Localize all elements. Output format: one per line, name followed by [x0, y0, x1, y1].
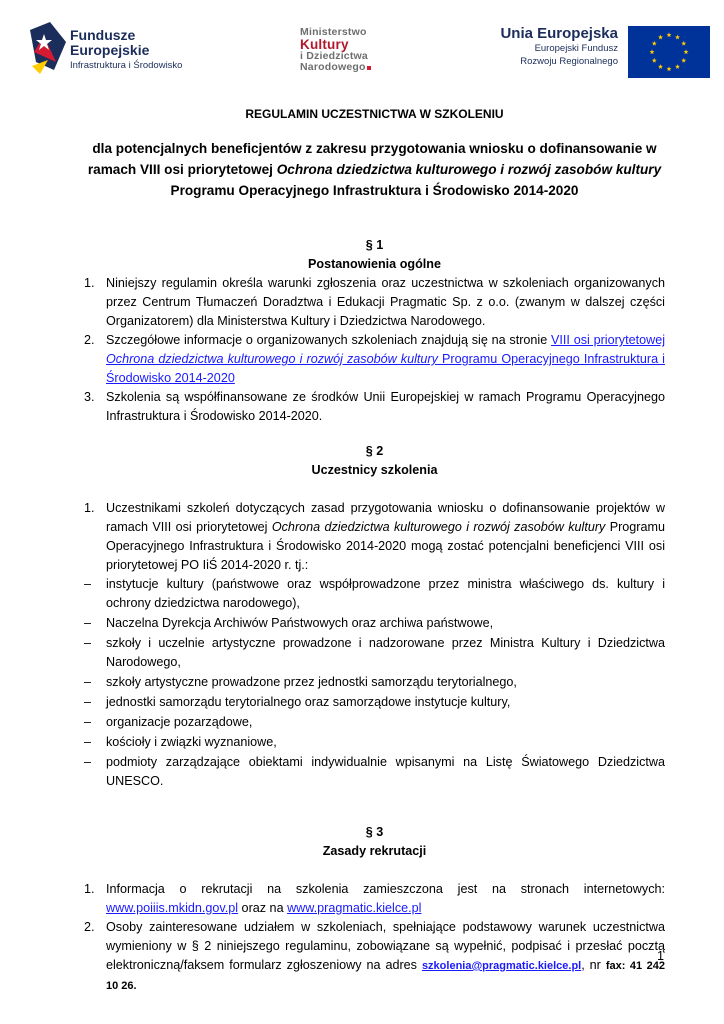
- mk-line4: Narodowego: [300, 61, 366, 73]
- link-part2: Programu Operacyjnego Infrastruktura i Środowisko 2014-2020: [106, 352, 665, 385]
- ministerstwo-kultury-logo: [300, 27, 390, 79]
- bullet-item: [84, 673, 665, 692]
- list-item: [84, 880, 665, 918]
- bullet-item: [84, 713, 665, 732]
- intro-part1: Uczestnikami szkoleń dotyczących zasad przygotowania wniosku o dofinansowanie projektów w ramach VIII osi priorytetowej: [106, 501, 665, 534]
- fe-name-line1: Fundusze: [70, 27, 136, 43]
- item-text: Informacja o rekrutacji na szkolenia zamieszczona jest na stronach internetowych:: [106, 882, 665, 896]
- ue-sub1: Europejski Fundusz: [534, 43, 618, 54]
- bullet-item: [84, 634, 665, 672]
- bullet-text: podmioty zarządzające obiektami indywidualnie wpisanymi na Listę Światowego Dziedzictwa UNESCO.: [106, 755, 665, 788]
- section-1-number: § 1: [365, 238, 384, 252]
- pragmatic-link[interactable]: www.pragmatic.kielce.pl: [287, 901, 422, 915]
- mk-line3: i Dziedzictwa: [300, 50, 368, 62]
- fundusze-europejskie-logo: [30, 22, 230, 78]
- dash-icon: –: [84, 675, 92, 689]
- dash-icon: –: [84, 577, 92, 591]
- item-number: 1.: [84, 501, 95, 515]
- subtitle-part2: Programu Operacyjnego Infrastruktura i Środowisko 2014-2020: [170, 183, 579, 198]
- fax-number: fax: 41 242 10 26.: [106, 960, 666, 992]
- bullet-text: instytucje kultury (państwowe oraz współprowadzone przez ministra właściwego ds. kultury i ochrony dziedzictwa narodowego),: [106, 577, 665, 610]
- link-part1: VIII osi priorytetowej: [551, 333, 665, 347]
- mk-dot-icon: [367, 66, 371, 70]
- intro-italic: Ochrona dziedzictwa kulturowego i rozwój zasobów kultury: [271, 520, 606, 534]
- item-middle: oraz na: [238, 901, 288, 915]
- dash-icon: –: [84, 715, 92, 729]
- section-2-name: Uczestnicy szkolenia: [311, 463, 438, 477]
- bullet-text: kościoły i związki wyznaniowe,: [106, 735, 277, 749]
- link-italic: Ochrona dziedzictwa kulturowego i rozwój zasobów kultury: [106, 352, 438, 366]
- document-subtitle: [84, 138, 665, 201]
- section-1-list: [84, 274, 665, 426]
- bullet-text: organizacje pozarządowe,: [106, 715, 253, 729]
- email-link[interactable]: szkolenia@pragmatic.kielce.pl: [421, 960, 582, 972]
- dash-icon: –: [84, 735, 92, 749]
- list-item: [84, 331, 665, 388]
- list-item: [84, 388, 665, 426]
- dash-icon: –: [84, 695, 92, 709]
- mk-line2: Kultury: [300, 37, 349, 52]
- section-3-number: § 3: [365, 825, 384, 839]
- section-3-name: Zasady rekrutacji: [322, 844, 427, 858]
- document-body: [84, 105, 665, 996]
- bullet-text: szkoły artystyczne prowadzone przez jednostki samorządu terytorialnego,: [106, 675, 517, 689]
- section-2-number: § 2: [365, 444, 384, 458]
- list-item: [84, 499, 665, 575]
- ue-title: Unia Europejska: [500, 25, 618, 42]
- bullet-item: [84, 614, 665, 633]
- bullet-item: [84, 753, 665, 791]
- item-number: 1.: [84, 882, 95, 896]
- dash-icon: –: [84, 755, 92, 769]
- subtitle-italic: Ochrona dziedzictwa kulturowego i rozwój zasobów kultury: [276, 162, 662, 177]
- intro-part2: Programu Operacyjnego Infrastruktura i Środowisko 2014-2020 mogą zostać potencjalni beneficjenci VIII osi priorytetowej PO IiŚ 2014-2020 r. tj.:: [106, 520, 665, 572]
- item-text: Szczegółowe informacje o organizowanych szkoleniach znajdują się na stronie: [106, 333, 552, 347]
- unia-europejska-logo: [488, 24, 710, 80]
- eu-flag-icon: [628, 26, 710, 78]
- subtitle-part1: dla potencjalnych beneficjentów z zakresu przygotowania wniosku o dofinansowanie w ramach VIII osi priorytetowej: [87, 141, 657, 177]
- item-number: 2.: [84, 920, 95, 934]
- section-1-name: Postanowienia ogólne: [308, 257, 441, 271]
- bullet-text: szkoły i uczelnie artystyczne prowadzone i nadzorowane przez Ministra Kultury i Dziedzictwa Narodowego,: [106, 636, 665, 669]
- item-text: Niniejszy regulamin określa warunki zgłoszenia oraz uczestnictwa w szkoleniach organizowanych przez Centrum Tłumaczeń Doradztwa i Edukacji Pragmatic Sp. z o.o. (zwanym w dalszej części Organizatorem) dla Ministerstwa Kultury i Dziedzictwa Narodowego.: [106, 276, 665, 328]
- bullet-text: Naczelna Dyrekcja Archiwów Państwowych oraz archiwa państwowe,: [106, 616, 494, 630]
- poiiis-link[interactable]: www.poiiis.mkidn.gov.pl: [106, 901, 239, 915]
- list-item: [84, 918, 665, 996]
- bullet-item: [84, 733, 665, 752]
- fe-subtitle: Infrastruktura i Środowisko: [70, 60, 183, 71]
- item-text: Osoby zainteresowane udziałem w szkoleniach, spełniające podstawowy warunek uczestnictwa wymieniony w § 2 niniejszego regulaminu, zobowiązane są wypełnić, podpisać i przesłać pocztą elektroniczną/faksem formularz zgłoszeniowy na adres: [106, 920, 665, 972]
- item-text: Szkolenia są współfinansowane ze środków Unii Europejskiej w ramach Programu Operacyjnego Infrastruktura i Środowisko 2014-2020.: [106, 390, 665, 423]
- item-number: 3.: [84, 390, 95, 404]
- after-email: , nr: [581, 958, 606, 972]
- dash-icon: –: [84, 636, 92, 650]
- bullet-item: [84, 693, 665, 712]
- dash-icon: –: [84, 616, 92, 630]
- ue-sub2: Rozwoju Regionalnego: [520, 56, 618, 67]
- bullet-text: jednostki samorządu terytorialnego oraz samorządowe instytucje kultury,: [106, 695, 511, 709]
- section-3-list: [84, 880, 665, 996]
- beneficiaries-list: [84, 575, 665, 791]
- item-number: 2.: [84, 333, 95, 347]
- item-number: 1.: [84, 276, 95, 290]
- fe-name-line2: Europejskie: [70, 42, 150, 58]
- list-item: [84, 274, 665, 331]
- section-2-list: [84, 499, 665, 575]
- page-number: 1: [656, 949, 664, 963]
- mk-line1: Ministerstwo: [300, 26, 367, 38]
- bullet-item: [84, 575, 665, 613]
- document-title: REGULAMIN UCZESTNICTWA W SZKOLENIU: [245, 107, 504, 121]
- fe-star-icon: [30, 22, 66, 74]
